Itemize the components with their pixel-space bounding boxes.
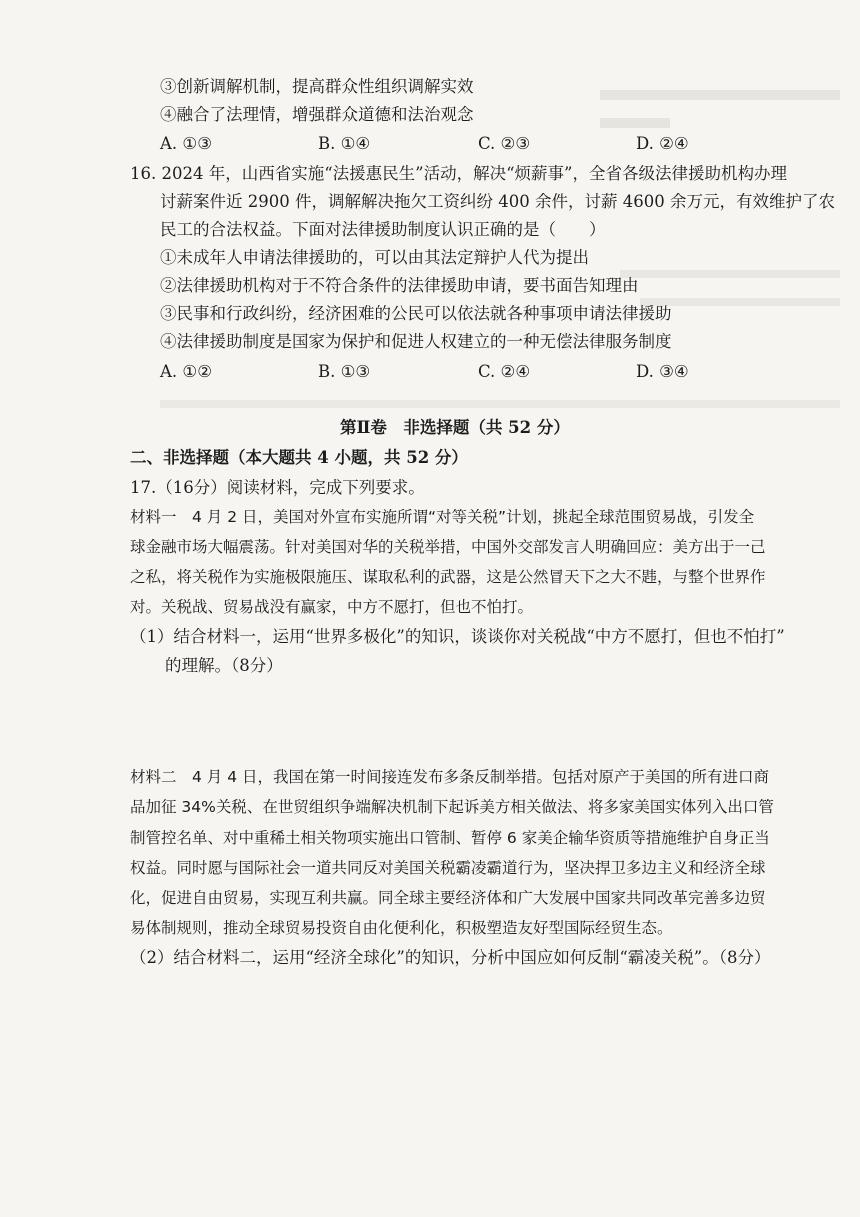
bleed-through-mark	[600, 118, 670, 128]
q17-material-2-line-1: 材料二 4 月 4 日，我国在第一时间接连发布多条反制举措。包括对原产于美国的所有进口商	[130, 768, 770, 786]
q16-option-b: B. ①③	[318, 362, 371, 381]
q16-statement-1: ①未成年人申请法律援助的，可以由其法定辩护人代为提出	[160, 248, 589, 267]
q16-option-c: C. ②④	[478, 362, 531, 381]
q17-material-1-line-4: 对。关税战、贸易战没有赢家，中方不愿打，但也不怕打。	[130, 598, 534, 616]
q16-stem-line-1: 16. 2024 年，山西省实施“法援惠民生”活动，解决“烦薪事”，全省各级法律援助机构办理	[130, 164, 787, 183]
q16-statement-3: ③民事和行政纠纷，经济困难的公民可以依法就各种事项申请法律援助	[160, 304, 672, 323]
q16-statement-4: ④法律援助制度是国家为保护和促进人权建立的一种无偿法律服务制度	[160, 332, 672, 351]
bleed-through-mark	[600, 90, 840, 100]
q17-material-1-line-2: 球金融市场大幅震荡。针对美国对华的关税举措，中国外交部发言人明确回应：美方出于一己	[130, 538, 766, 556]
q17-intro: 17.（16分）阅读材料，完成下列要求。	[130, 478, 425, 497]
bleed-through-mark	[620, 270, 840, 278]
q16-option-a: A. ①②	[160, 362, 212, 381]
q16-stem-line-2: 讨薪案件近 2900 件，调解解决拖欠工资纠纷 400 余件，讨薪 4600 余万元，有效维护了农	[160, 192, 835, 211]
q15-option-b: B. ①④	[318, 134, 371, 153]
q17-material-1-line-3: 之私，将关税作为实施极限施压、谋取私利的武器，这是公然冒天下之大不韪，与整个世界作	[130, 568, 766, 586]
q15-option-d: D. ②④	[636, 134, 689, 153]
q15-statement-4: ④融合了法理情，增强群众道德和法治观念	[160, 105, 474, 124]
q17-material-2-line-4: 权益。同时愿与国际社会一道共同反对美国关税霸凌霸道行为，坚决捍卫多边主义和经济全球	[130, 859, 766, 877]
q17-sub-question-1-line-1: （1）结合材料一，运用“世界多极化”的知识，谈谈你对关税战“中方不愿打，但也不怕打”	[130, 627, 785, 646]
q16-stem-line-3: 民工的合法权益。下面对法律援助制度认识正确的是（ ）	[160, 220, 606, 239]
q15-option-a: A. ①③	[160, 134, 212, 153]
q15-option-c: C. ②③	[478, 134, 531, 153]
q17-sub-question-2: （2）结合材料二，运用“经济全球化”的知识，分析中国应如何反制“霸凌关税”。（8分）	[130, 948, 771, 967]
q16-statement-2: ②法律援助机构对于不符合条件的法律援助申请，要书面告知理由	[160, 276, 639, 295]
q17-material-2-line-2: 品加征 34%关税、在世贸组织争端解决机制下起诉美方相关做法、将多家美国实体列入出口管	[130, 798, 774, 816]
q17-material-2-line-3: 制管控名单、对中重稀土相关物项实施出口管制、暂停 6 家美企输华资质等措施维护自身正当	[130, 829, 770, 847]
q17-material-1-line-1: 材料一 4 月 2 日，美国对外宣布实施所谓“对等关税”计划，挑起全球范围贸易战，引发全	[130, 508, 755, 526]
q17-material-2-line-6: 易体制规则，推动全球贸易投资自由化便利化，积极塑造友好型国际经贸生态。	[130, 919, 673, 937]
q17-sub-question-1-line-2: 的理解。（8分）	[165, 656, 283, 675]
bleed-through-mark	[160, 400, 840, 408]
part2-title: 第Ⅱ卷 非选择题（共 52 分）	[340, 418, 570, 437]
q17-material-2-line-5: 化，促进自由贸易，实现互利共赢。同全球主要经济体和广大发展中国家共同改革完善多边贸	[130, 889, 766, 907]
part2-heading: 二、非选择题（本大题共 4 小题，共 52 分）	[130, 448, 468, 467]
q15-statement-3: ③创新调解机制，提高群众性组织调解实效	[160, 77, 474, 96]
q16-option-d: D. ③④	[636, 362, 689, 381]
